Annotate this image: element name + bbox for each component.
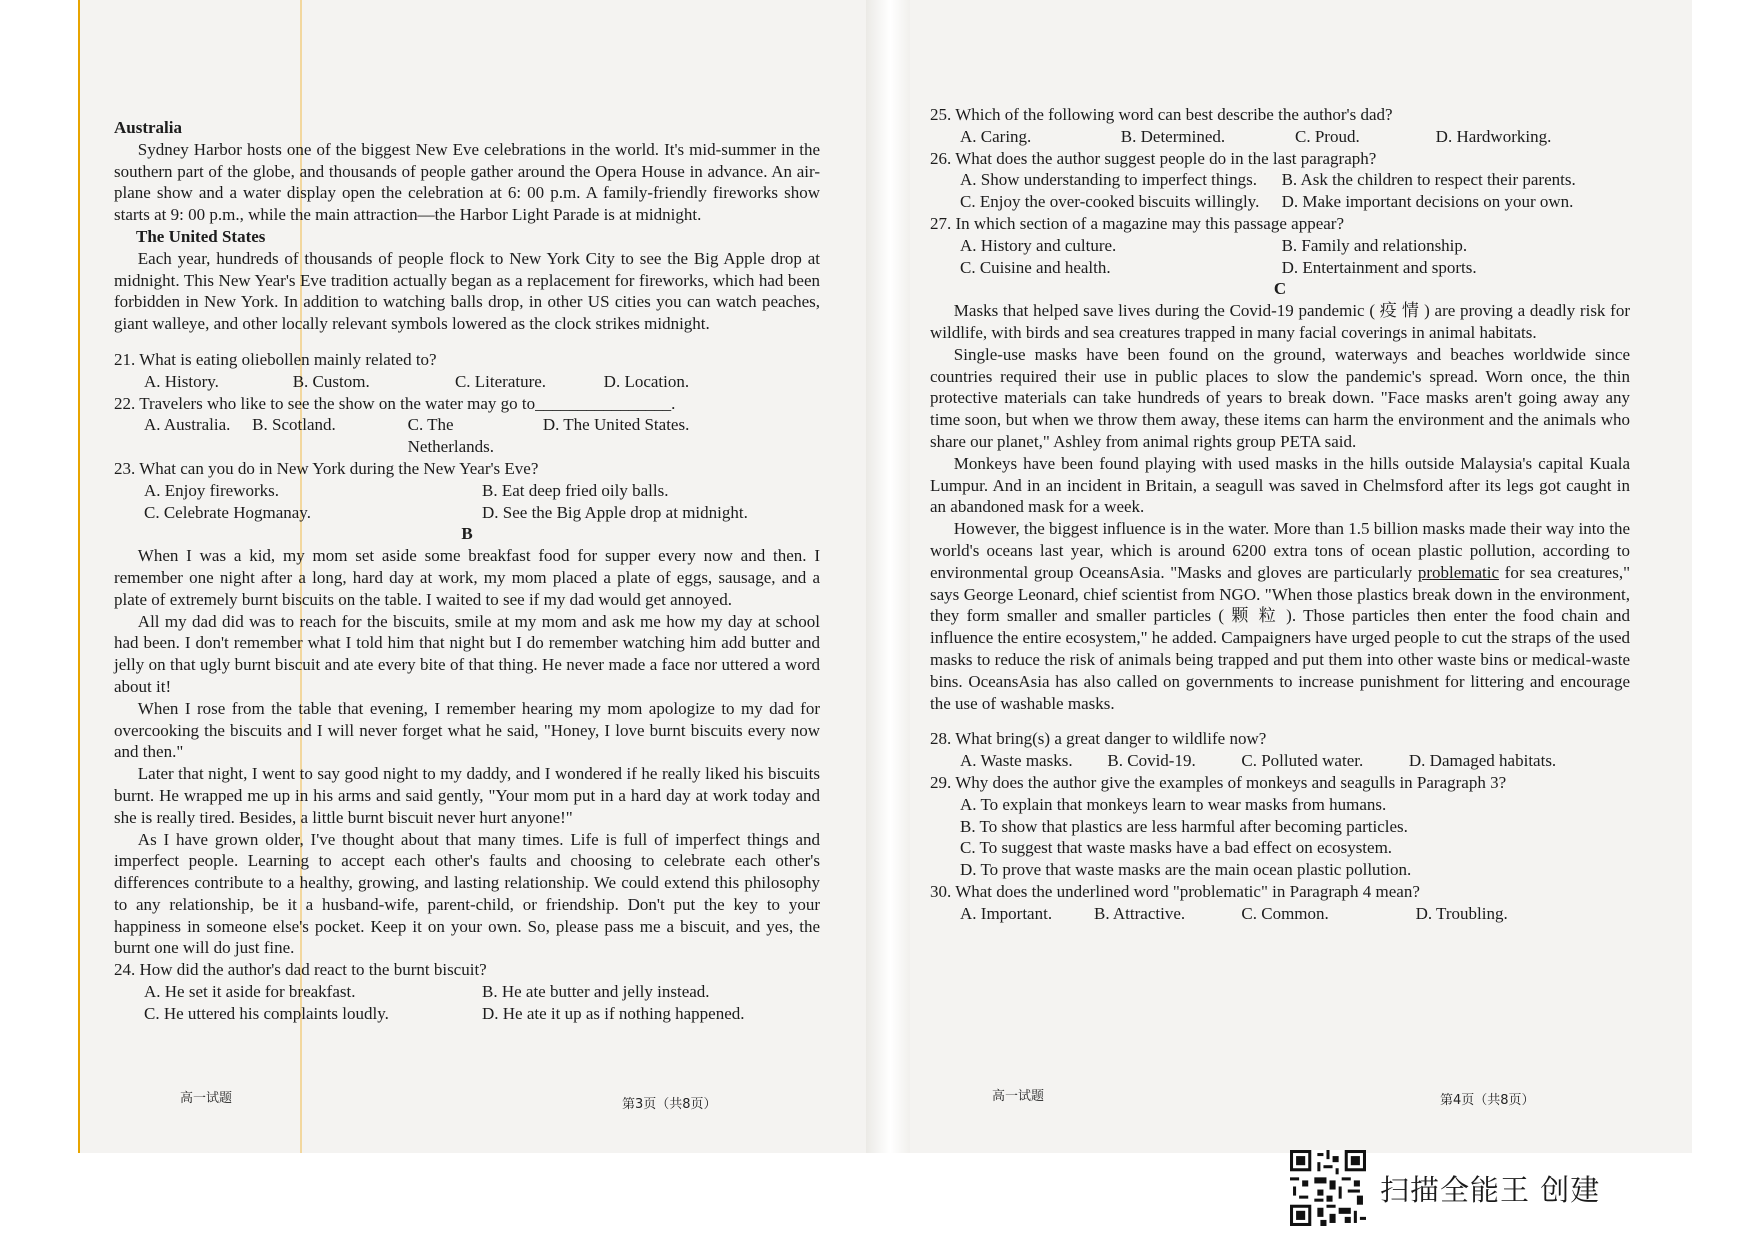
option-b: B. To show that plastics are less harmful after becoming particles. [960, 816, 1408, 836]
option-a: A. Enjoy fireworks. [144, 480, 280, 500]
option-d: D. He ate it up as if nothing happened. [482, 1003, 745, 1023]
option-c: C. Celebrate Hogmanay. [144, 502, 311, 522]
option-c: C. Literature. [454, 371, 547, 391]
option-b: B. Determined. [1120, 126, 1226, 146]
options-25 [930, 126, 1630, 148]
option-c: C. Cuisine and health. [960, 257, 1111, 277]
question-30: 30. What does the underlined word "problematic" in Paragraph 4 mean? [930, 881, 1420, 901]
footer-page-number: 第4页（共8页） [1440, 1093, 1535, 1108]
options-22 [114, 414, 820, 458]
option-b: B. Scotland. [252, 415, 336, 435]
option-d: D. Entertainment and sports. [1281, 257, 1477, 277]
options-29 [930, 794, 1630, 881]
option-b: B. Eat deep fried oily balls. [482, 480, 669, 500]
option-d: D. Location. [603, 371, 690, 391]
option-b: B. Ask the children to respect their parents. [1281, 170, 1576, 190]
option-a: A. Show understanding to imperfect things. [960, 170, 1257, 190]
question-21: 21. What is eating oliebollen mainly related to? [114, 349, 437, 369]
option-d: D. Damaged habitats. [1408, 751, 1557, 771]
options-24 [114, 981, 820, 1025]
options-27 [930, 235, 1630, 279]
question-23: 23. What can you do in New York during the New Year's Eve? [114, 458, 539, 478]
option-b: B. Covid-19. [1107, 751, 1196, 771]
paragraph-c1: Masks that helped save lives during the Covid-19 pandemic ( 疫 情 ) are proving a deadly risk for wildlife, with birds and sea creatures trapped in many facial coverings in animal habitats. [930, 301, 1630, 342]
section-heading-us: The United States [136, 226, 266, 246]
paragraph-b1: When I was a kid, my mom set aside some breakfast food for supper every now and then. I remember one night after a long, hard day at work, my mom placed a plate of eggs, sausage, and a plate of extremely burnt biscuits on the table. I waited to see if my dad would get annoyed. [114, 546, 820, 609]
option-d: D. Make important decisions on your own. [1281, 192, 1574, 212]
footer-page-number: 第3页（共8页） [622, 1097, 717, 1112]
option-b: B. He ate butter and jelly instead. [482, 982, 710, 1002]
section-heading-australia: Australia [114, 118, 182, 137]
options-26 [930, 169, 1630, 213]
option-a: A. History and culture. [960, 235, 1117, 255]
paragraph-us: Each year, hundreds of thousands of people flock to New York City to see the Big Apple drop at midnight. This New Year's Eve tradition actually began as a replacement for fireworks, which had been forbidden in New York. In addition to watching balls drop, in other US cities you can watch peaches, giant walleye, and other locally relevant symbols lowered as the clock strikes midnight. [114, 248, 820, 334]
paragraph-c4-end: for sea creatures," says George Leonard, chief scientist from NGO. "When those plastics break down in the environment, they form smaller and smaller particles ( 颗 粒 ). Those particles then enter the food chain and influence the entire ecosystem," he added. Campaigners have urged people to cut the straps of the used masks to reduce the risk of animals being trapped and put them into other waste bins or medical-waste bins. OceansAsia has also called on governments to increase punishment for littering and encourage the use of washable masks. [930, 562, 1631, 713]
options-21 [114, 371, 820, 393]
option-c: C. Proud. [1294, 126, 1360, 146]
option-b: B. Family and relationship. [1281, 235, 1468, 255]
option-a: A. Australia. [144, 415, 231, 435]
underlined-word: problematic [1417, 562, 1500, 582]
paragraph-c4-start: However, the biggest influence is in the water. More than 1.5 billion masks made their way into the world's oceans last year, which is around 6200 extra tons of ocean plastic pollution, according to environmental group OceansAsia. "Masks and gloves are particularly [930, 519, 1630, 582]
options-30 [930, 903, 1630, 925]
question-27: 27. In which section of a magazine may this passage appear? [930, 213, 1344, 233]
scanner-watermark [1290, 1150, 1600, 1226]
question-25: 25. Which of the following word can best describe the author's dad? [930, 105, 1393, 124]
question-29: 29. Why does the author give the examples of monkeys and seagulls in Paragraph 3? [930, 772, 1507, 792]
option-c: C. He uttered his complaints loudly. [144, 1003, 389, 1023]
option-b: B. Custom. [292, 371, 370, 391]
option-a: A. History. [144, 371, 219, 391]
paragraph-b4: Later that night, I went to say good night to my daddy, and I wondered if he really liked his biscuits burnt. He wrapped me up in his arms and said gently, "Your mom put in a hard day at work today and she is really tired. Besides, a little burnt biscuit never hurt anyone!" [114, 764, 820, 827]
section-label-c: C [1273, 279, 1287, 299]
paragraph-b5: As I have grown older, I've thought about that many times. Life is full of imperfect things and imperfect people. Learning to accept each other's faults and choosing to celebrate each other's differences contribute to a healthy, growing, and lasting relationship. We could extend this philosophy to any relationship, be it a husband-wife, parent-child, or friendship. Don't put the key to your happiness in someone else's pocket. Keep it on your own. So, please pass me a biscuit, and yes, the burnt one will do just fine. [114, 829, 820, 958]
footer-left-title: 高一试题 [180, 1091, 233, 1106]
option-c: C. To suggest that waste masks have a bad effect on ecosystem. [960, 838, 1393, 858]
option-a: A. He set it aside for breakfast. [144, 982, 356, 1002]
paragraph-c4 [930, 518, 1630, 714]
question-24: 24. How did the author's dad react to the burnt biscuit? [114, 960, 487, 980]
paragraph-b3: When I rose from the table that evening, I remember hearing my mom apologize to my dad for overcooking the biscuits and I will never forget what he said, "Honey, I love burnt biscuits every now and then." [114, 698, 820, 762]
qr-code-icon [1290, 1150, 1366, 1226]
watermark-text: 扫描全能王 创建 [1380, 1172, 1601, 1207]
question-28: 28. What bring(s) a great danger to wildlife now? [930, 729, 1267, 749]
question-26: 26. What does the author suggest people do in the last paragraph? [930, 148, 1377, 168]
page-edge-strip [78, 0, 80, 1153]
paragraph-c2: Single-use masks have been found on the ground, waterways and beaches worldwide since countries required their use in public places to slow the pandemic's spread. Worn once, the thin protective materials can take hundreds of years to break down. "Face masks aren't going away any time soon, but when we throw them away, these items can harm the environment and the animals who share our planet," Ashley from animal rights group PETA said. [930, 344, 1630, 451]
option-b: B. Attractive. [1094, 903, 1186, 923]
right-page [930, 104, 1630, 924]
left-page [114, 117, 820, 1025]
option-a: A. Caring. [960, 126, 1032, 146]
page-fold [866, 0, 910, 1153]
option-a: A. Waste masks. [960, 751, 1073, 771]
question-22: 22. Travelers who like to see the show on the water may go to________________. [114, 393, 676, 413]
option-c: C. Enjoy the over-cooked biscuits willingly. [960, 192, 1260, 212]
option-c: C. Polluted water. [1241, 751, 1364, 771]
option-d: D. The United States. [542, 415, 690, 435]
option-d: D. Hardworking. [1435, 126, 1552, 146]
options-23 [114, 480, 820, 524]
paragraph-australia: Sydney Harbor hosts one of the biggest New Eve celebrations in the world. It's mid-summer in the southern part of the globe, and thousands of people gather around the Opera House in advance. An air-plane show and a water display open the celebration at 6: 00 p.m. A family-friendly fireworks show starts at 9: 00 p.m., while the main attraction—the Harbor Light Parade is at midnight. [114, 139, 820, 225]
paragraph-b2: All my dad did was to reach for the biscuits, smile at my mom and ask me how my day at school had been. I don't remember what I told him that night but I do remember watching him add butter and jelly on that ugly burnt biscuit and ate every bite of that thing. He never made a face nor uttered a word about it! [114, 611, 820, 696]
options-28 [930, 750, 1630, 772]
section-label-b: B [461, 524, 473, 544]
option-d: D. To prove that waste masks are the main ocean plastic pollution. [960, 860, 1412, 880]
option-a: A. To explain that monkeys learn to wear masks from humans. [960, 794, 1387, 814]
footer-left-title: 高一试题 [992, 1089, 1045, 1104]
paragraph-c3: Monkeys have been found playing with used masks in the hills outside Malaysia's capital Kuala Lumpur. And in an incident in Britain, a seagull was saved in Chelmsford after its legs got caught in an abandoned mask for a week. [930, 453, 1630, 517]
option-c: C. Common. [1241, 903, 1329, 923]
option-a: A. Important. [960, 903, 1053, 923]
option-d: D. Troubling. [1415, 903, 1508, 923]
option-d: D. See the Big Apple drop at midnight. [482, 502, 748, 522]
option-c: C. The Netherlands. [407, 415, 495, 457]
